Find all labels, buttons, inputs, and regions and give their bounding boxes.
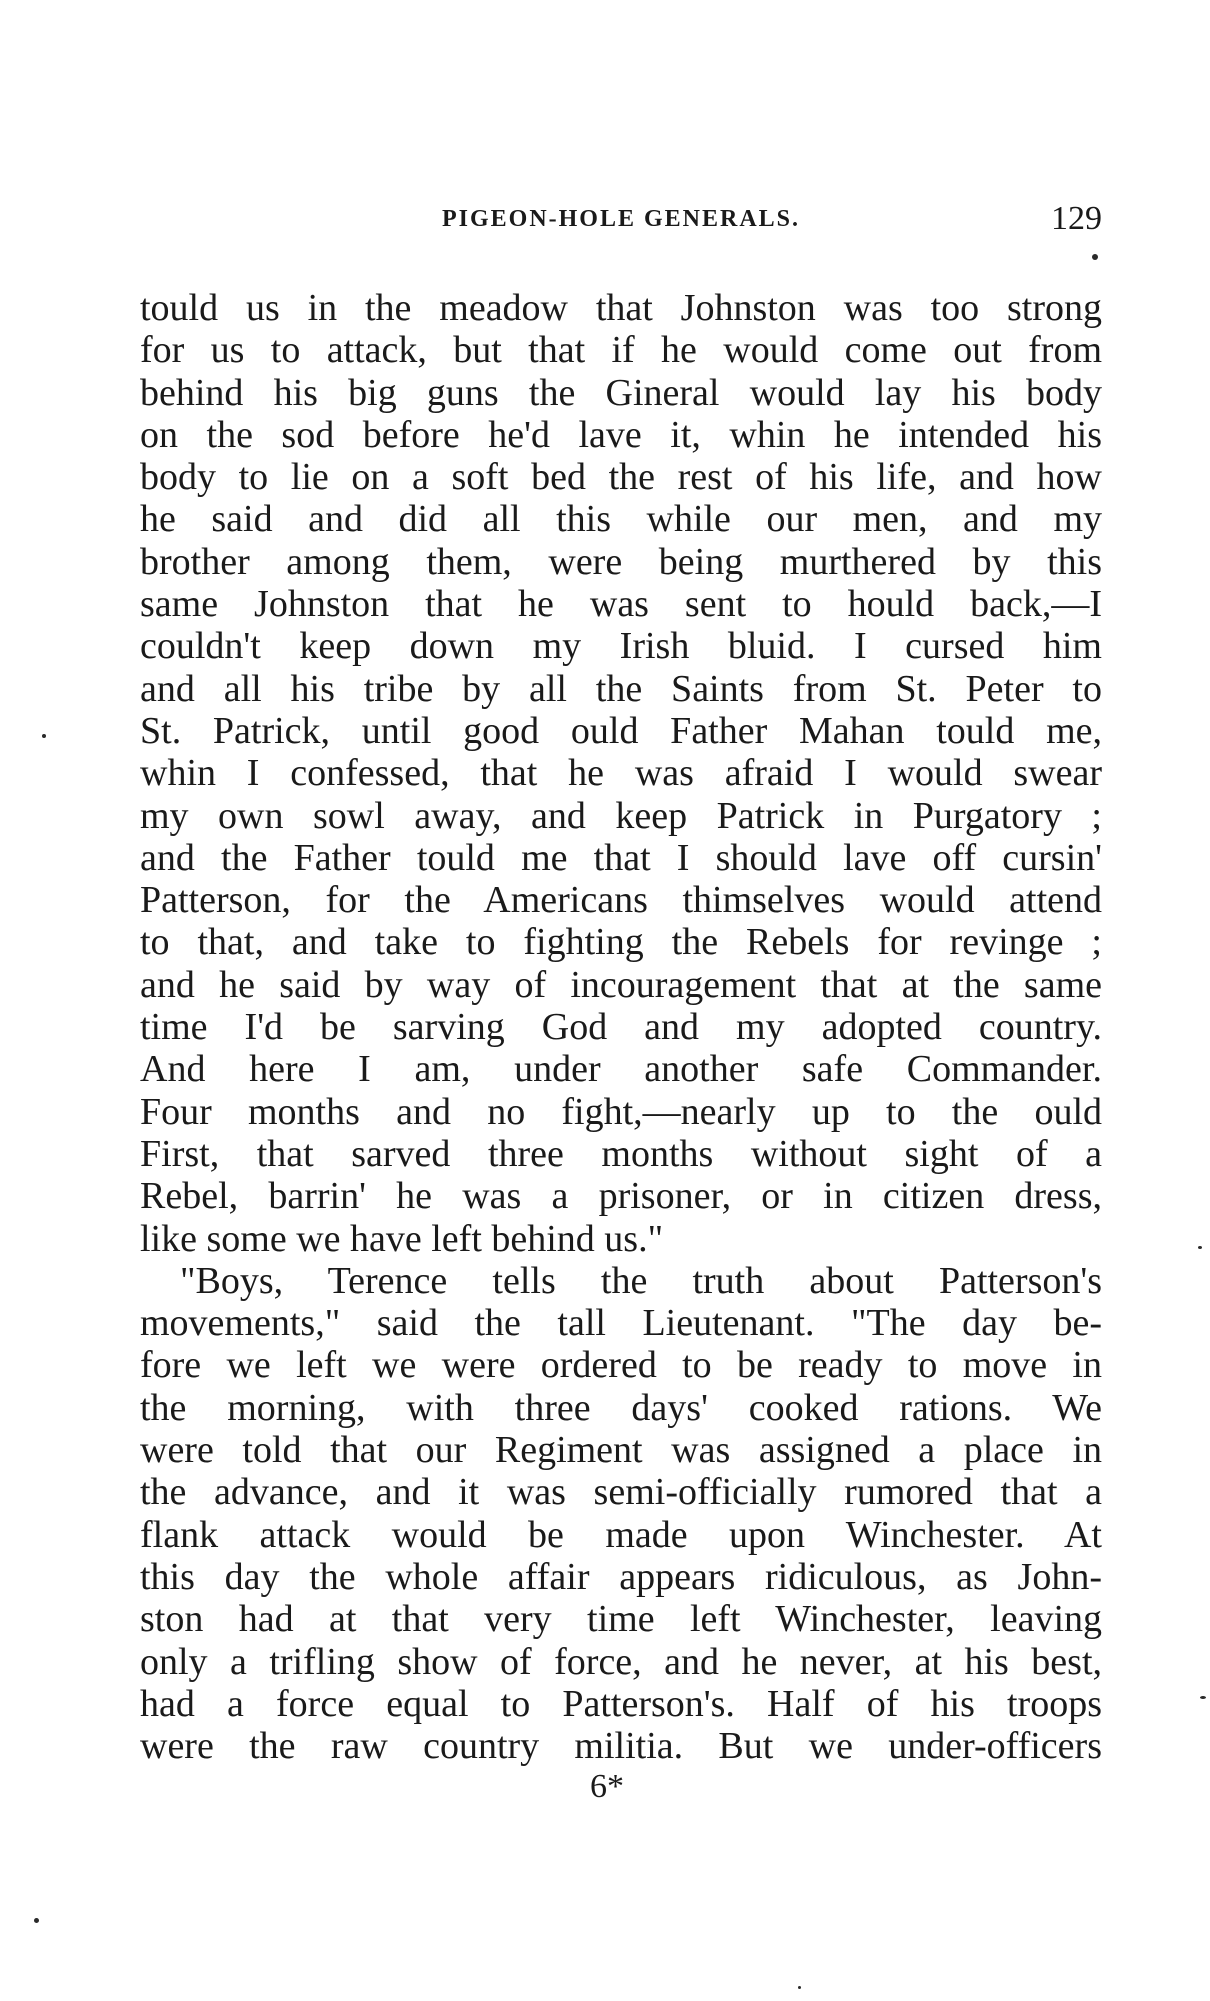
page-number: 129 (1051, 200, 1102, 237)
text-line: couldn't keep down my Irish bluid. I cursed him (140, 625, 1102, 668)
text-line: time I'd be sarving God and my adopted country. (140, 1006, 1102, 1049)
text-line: this day the whole affair appears ridiculous, as John- (140, 1555, 1102, 1598)
text-line: ston had at that very time left Winchester, leaving (140, 1598, 1102, 1641)
text-line: Rebel, barrin' he was a prisoner, or in citizen dress, (140, 1175, 1102, 1218)
scan-speck (1092, 254, 1098, 260)
scan-speck (1200, 1696, 1206, 1699)
text-line: And here I am, under another safe Commander. (140, 1048, 1102, 1091)
paragraph-1 (140, 287, 1102, 1260)
text-line: tould us in the meadow that Johnston was too strong (140, 287, 1102, 329)
text-line: he said and did all this while our men, and my (140, 498, 1102, 541)
scan-speck (1198, 1246, 1202, 1249)
text-line: the morning, with three days' cooked rations. We (140, 1386, 1102, 1429)
signature-mark: 6* (590, 1768, 624, 1805)
paragraph-2 (140, 1260, 1102, 1768)
text-line: brother among them, were being murthered by this (140, 540, 1102, 583)
text-line: like some we have left behind us." (140, 1217, 664, 1260)
scan-speck (42, 734, 46, 738)
text-line: Patterson, for the Americans thimselves would attend (140, 879, 1102, 922)
text-line: for us to attack, but that if he would come out from (140, 329, 1102, 372)
text-line: only a trifling show of force, and he never, at his best, (140, 1640, 1102, 1683)
text-line: whin I confessed, that he was afraid I would swear (140, 752, 1102, 795)
page-header (140, 200, 1102, 250)
text-line: Four months and no fight,—nearly up to the ould (140, 1090, 1102, 1133)
scan-speck (34, 1918, 39, 1923)
text-line: movements," said the tall Lieutenant. "The day be- (140, 1302, 1102, 1345)
text-line: "Boys, Terence tells the truth about Patterson's (180, 1259, 1102, 1302)
text-line: were told that our Regiment was assigned a place in (140, 1429, 1102, 1472)
text-line: and he said by way of incouragement that at the same (140, 963, 1102, 1006)
scan-speck (798, 1986, 801, 1989)
text-line: to that, and take to fighting the Rebels for revinge ; (140, 921, 1102, 964)
text-line: behind his big guns the Gineral would lay his body (140, 371, 1102, 414)
body-text (140, 287, 1102, 1767)
text-line: fore we left we were ordered to be ready to move in (140, 1344, 1102, 1387)
text-line: were the raw country militia. But we under-officers (140, 1725, 1102, 1768)
text-line: and all his tribe by all the Saints from St. Peter to (140, 667, 1102, 710)
text-line: same Johnston that he was sent to hould back,—I (140, 583, 1102, 626)
text-line: and the Father tould me that I should lave off cursin' (140, 836, 1102, 879)
text-line: on the sod before he'd lave it, whin he intended his (140, 413, 1102, 456)
text-line: St. Patrick, until good ould Father Mahan tould me, (140, 709, 1102, 752)
text-line: my own sowl away, and keep Patrick in Purgatory ; (140, 794, 1102, 837)
text-line: flank attack would be made upon Winchester. At (140, 1513, 1102, 1556)
text-line: the advance, and it was semi-officially rumored that a (140, 1471, 1102, 1514)
running-head: PIGEON-HOLE GENERALS. (441, 206, 801, 232)
text-line: had a force equal to Patterson's. Half of his troops (140, 1682, 1102, 1725)
text-line: First, that sarved three months without sight of a (140, 1132, 1102, 1175)
text-line: body to lie on a soft bed the rest of his life, and how (140, 456, 1102, 499)
